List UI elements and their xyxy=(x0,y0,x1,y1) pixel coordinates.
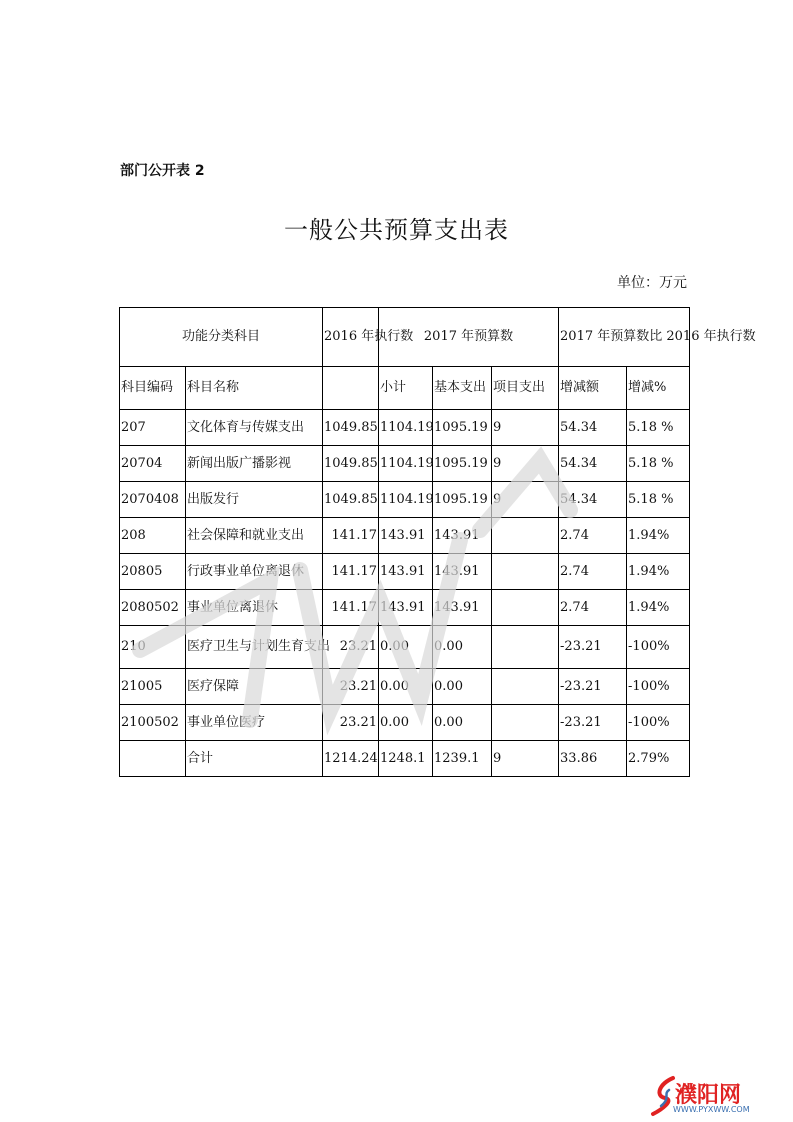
cell-exec-2016: 1214.24 xyxy=(323,741,379,777)
cell-code: 2070408 xyxy=(120,482,186,518)
cell-basic: 0.00 xyxy=(433,669,492,705)
cell-name: 行政事业单位离退休 xyxy=(186,554,323,590)
cell-subtotal: 0.00 xyxy=(379,705,433,741)
unit-label: 单位：万元 xyxy=(617,275,687,291)
cell-increase-pct: -100% xyxy=(627,669,690,705)
header-compare: 2017 年预算数比 2016 年执行数 xyxy=(559,308,690,367)
logo-url: WWW.PYXWW.COM xyxy=(673,1105,750,1114)
cell-code: 207 xyxy=(120,410,186,446)
cell-code xyxy=(120,741,186,777)
cell-project: 9 xyxy=(492,741,559,777)
table-row xyxy=(120,554,690,590)
cell-project xyxy=(492,590,559,626)
cell-basic: 143.91 xyxy=(433,518,492,554)
cell-project: 9 xyxy=(492,410,559,446)
cell-name: 社会保障和就业支出 xyxy=(186,518,323,554)
table-row xyxy=(120,590,690,626)
cell-code: 2100502 xyxy=(120,705,186,741)
cell-name: 出版发行 xyxy=(186,482,323,518)
budget-table xyxy=(119,307,756,777)
cell-exec-2016: 1049.85 xyxy=(323,446,379,482)
cell-code: 20704 xyxy=(120,446,186,482)
cell-increase: 33.86 xyxy=(559,741,627,777)
cell-subtotal: 143.91 xyxy=(379,554,433,590)
table-row xyxy=(120,446,690,482)
header-empty xyxy=(323,367,379,410)
cell-subtotal: 143.91 xyxy=(379,518,433,554)
cell-project xyxy=(492,705,559,741)
header-increase-pct: 增减% xyxy=(627,367,690,410)
header-budget-2017: 2017 年预算数 xyxy=(379,308,559,367)
logo-text: 濮阳网 xyxy=(675,1083,742,1108)
header-increase: 增减额 xyxy=(559,367,627,410)
cell-basic: 143.91 xyxy=(433,590,492,626)
cell-increase: 2.74 xyxy=(559,590,627,626)
table-row xyxy=(120,518,690,554)
cell-project xyxy=(492,669,559,705)
header-subtotal: 小计 xyxy=(379,367,433,410)
cell-code: 20805 xyxy=(120,554,186,590)
cell-subtotal: 143.91 xyxy=(379,590,433,626)
cell-exec-2016: 23.21 xyxy=(323,669,379,705)
cell-project: 9 xyxy=(492,482,559,518)
header-project: 项目支出 xyxy=(492,367,559,410)
cell-subtotal: 0.00 xyxy=(379,626,433,669)
header-name: 科目名称 xyxy=(186,367,323,410)
cell-subtotal: 1104.19 xyxy=(379,410,433,446)
cell-increase: 54.34 xyxy=(559,482,627,518)
cell-increase-pct: 1.94% xyxy=(627,518,690,554)
site-logo xyxy=(643,1072,793,1122)
cell-project: 9 xyxy=(492,446,559,482)
header-exec-2016: 2016 年执行数 xyxy=(323,308,379,367)
cell-code: 208 xyxy=(120,518,186,554)
cell-code: 21005 xyxy=(120,669,186,705)
cell-subtotal: 1104.19 xyxy=(379,482,433,518)
cell-project xyxy=(492,554,559,590)
cell-increase: 2.74 xyxy=(559,518,627,554)
cell-increase-pct: 5.18 % xyxy=(627,446,690,482)
cell-increase-pct: 5.18 % xyxy=(627,482,690,518)
cell-exec-2016: 141.17 xyxy=(323,554,379,590)
cell-increase-pct: 1.94% xyxy=(627,590,690,626)
cell-exec-2016: 23.21 xyxy=(323,626,379,669)
document-label: 部门公开表 2 xyxy=(120,163,205,179)
cell-exec-2016: 1049.85 xyxy=(323,482,379,518)
cell-increase: 2.74 xyxy=(559,554,627,590)
header-basic: 基本支出 xyxy=(433,367,492,410)
table-row xyxy=(120,410,690,446)
cell-subtotal: 1104.19 xyxy=(379,446,433,482)
cell-increase: -23.21 xyxy=(559,669,627,705)
cell-basic: 0.00 xyxy=(433,705,492,741)
document-title: 一般公共预算支出表 xyxy=(284,216,509,244)
cell-project xyxy=(492,626,559,669)
header-code: 科目编码 xyxy=(120,367,186,410)
table-row xyxy=(120,669,690,705)
cell-increase-pct: 2.79% xyxy=(627,741,690,777)
cell-increase: 54.34 xyxy=(559,446,627,482)
header-row-2 xyxy=(120,367,690,410)
cell-increase-pct: -100% xyxy=(627,705,690,741)
cell-exec-2016: 1049.85 xyxy=(323,410,379,446)
cell-code: 2080502 xyxy=(120,590,186,626)
cell-increase-pct: -100% xyxy=(627,626,690,669)
cell-name: 事业单位离退休 xyxy=(186,590,323,626)
table-row xyxy=(120,626,690,669)
cell-increase: -23.21 xyxy=(559,705,627,741)
cell-subtotal: 1248.1 xyxy=(379,741,433,777)
cell-subtotal: 0.00 xyxy=(379,669,433,705)
cell-name: 合计 xyxy=(186,741,323,777)
cell-increase: 54.34 xyxy=(559,410,627,446)
cell-increase-pct: 1.94% xyxy=(627,554,690,590)
cell-basic: 1095.19 xyxy=(433,482,492,518)
cell-name: 新闻出版广播影视 xyxy=(186,446,323,482)
cell-project xyxy=(492,518,559,554)
total-row xyxy=(120,741,690,777)
cell-basic: 1095.19 xyxy=(433,410,492,446)
header-category: 功能分类科目 xyxy=(120,308,323,367)
cell-exec-2016: 141.17 xyxy=(323,590,379,626)
cell-basic: 143.91 xyxy=(433,554,492,590)
table-row xyxy=(120,482,690,518)
cell-basic: 0.00 xyxy=(433,626,492,669)
cell-increase: -23.21 xyxy=(559,626,627,669)
cell-name: 文化体育与传媒支出 xyxy=(186,410,323,446)
cell-exec-2016: 23.21 xyxy=(323,705,379,741)
header-row-1 xyxy=(120,308,690,367)
cell-code: 210 xyxy=(120,626,186,669)
cell-name: 医疗卫生与计划生育支出 xyxy=(186,626,323,669)
cell-name: 事业单位医疗 xyxy=(186,705,323,741)
cell-increase-pct: 5.18 % xyxy=(627,410,690,446)
cell-exec-2016: 141.17 xyxy=(323,518,379,554)
table-row xyxy=(120,705,690,741)
cell-name: 医疗保障 xyxy=(186,669,323,705)
cell-basic: 1239.1 xyxy=(433,741,492,777)
cell-basic: 1095.19 xyxy=(433,446,492,482)
